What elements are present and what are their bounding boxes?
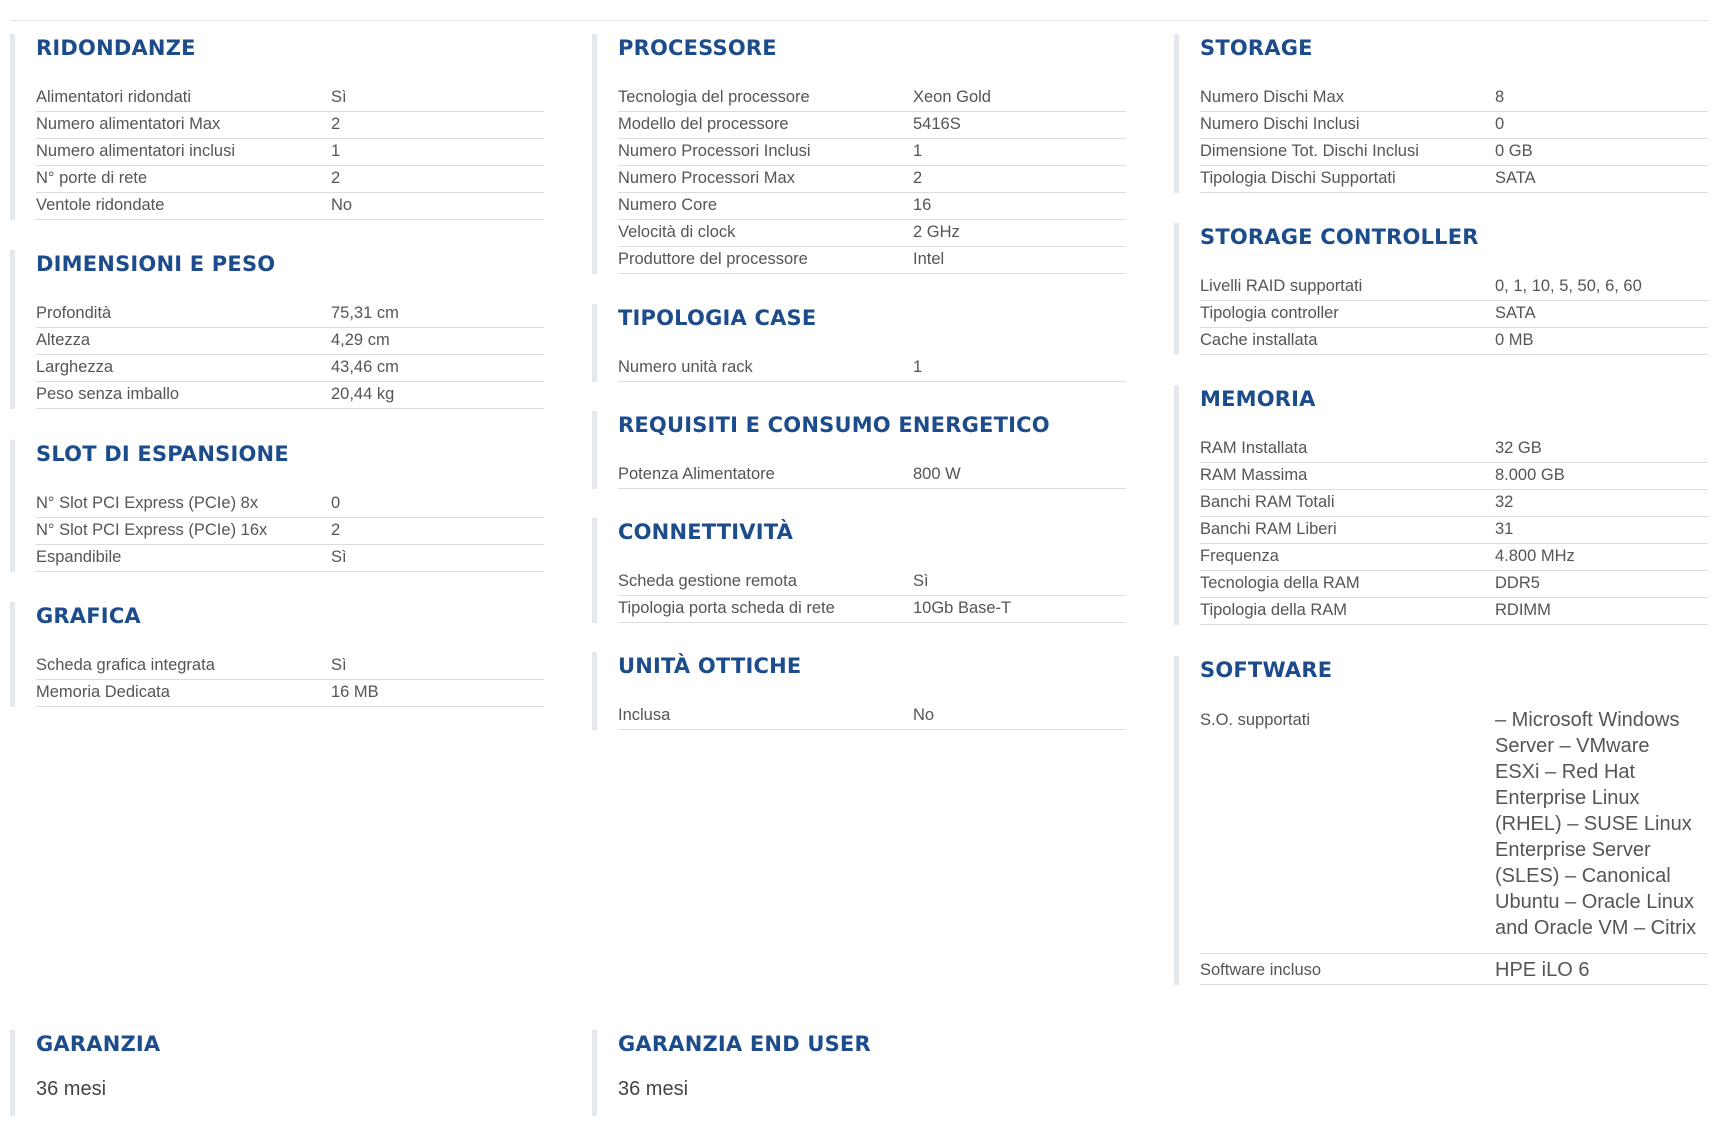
spec-value: 2 bbox=[913, 169, 923, 187]
spec-label: Numero Processori Max bbox=[618, 169, 795, 187]
section-title: GRAFICA bbox=[36, 604, 141, 628]
spec-label: Altezza bbox=[36, 331, 91, 349]
spec-value: 16 bbox=[913, 196, 932, 214]
spec-value: 0 bbox=[331, 494, 341, 512]
spec-value: 32 bbox=[1495, 493, 1514, 511]
spec-label: Livelli RAID supportati bbox=[1200, 277, 1363, 295]
spec-row bbox=[618, 193, 1126, 220]
spec-label: Potenza Alimentatore bbox=[618, 465, 775, 483]
spec-value: 2 bbox=[331, 521, 341, 539]
spec-value: 0 MB bbox=[1495, 331, 1534, 349]
spec-label: Ventole ridondate bbox=[36, 196, 165, 214]
spec-row bbox=[36, 653, 544, 680]
spec-value: 4,29 cm bbox=[331, 331, 390, 349]
spec-label: Banchi RAM Liberi bbox=[1200, 520, 1337, 538]
spec-label: Memoria Dedicata bbox=[36, 683, 170, 701]
spec-row bbox=[618, 596, 1126, 623]
spec-label: Numero Dischi Max bbox=[1200, 88, 1344, 106]
spec-label: Inclusa bbox=[618, 706, 671, 724]
spec-label: Numero Core bbox=[618, 196, 718, 214]
spec-value: Xeon Gold bbox=[913, 88, 991, 106]
spec-label: Modello del processore bbox=[618, 115, 789, 133]
section-garanzia-end-user bbox=[592, 1030, 1126, 1116]
spec-value: SATA bbox=[1495, 169, 1536, 187]
spec-value: 43,46 cm bbox=[331, 358, 399, 376]
spec-row bbox=[1200, 598, 1708, 625]
spec-value: Intel bbox=[913, 250, 945, 268]
spec-value: 31 bbox=[1495, 520, 1514, 538]
spec-value: 2 GHz bbox=[913, 223, 960, 241]
spec-row bbox=[36, 491, 544, 518]
spec-value: 2 bbox=[331, 115, 341, 133]
spec-label: RAM Massima bbox=[1200, 466, 1308, 484]
spec-row bbox=[36, 301, 544, 328]
spec-label: Numero Processori Inclusi bbox=[618, 142, 811, 160]
section-storage bbox=[1174, 34, 1708, 193]
section-title: GARANZIA bbox=[36, 1032, 161, 1056]
spec-label: Numero alimentatori Max bbox=[36, 115, 221, 133]
section-title: UNITÀ OTTICHE bbox=[618, 654, 802, 678]
section-title: MEMORIA bbox=[1200, 387, 1316, 411]
spec-row bbox=[36, 355, 544, 382]
section-title: TIPOLOGIA CASE bbox=[618, 306, 817, 330]
top-divider bbox=[10, 20, 1708, 21]
spec-value: RDIMM bbox=[1495, 601, 1551, 619]
spec-row bbox=[1200, 571, 1708, 598]
spec-row bbox=[1200, 166, 1708, 193]
spec-row bbox=[1200, 301, 1708, 328]
spec-row bbox=[36, 85, 544, 112]
spec-label: Numero unità rack bbox=[618, 358, 753, 376]
spec-value: Sì bbox=[331, 656, 347, 674]
spec-row bbox=[1200, 517, 1708, 544]
section-title: CONNETTIVITÀ bbox=[618, 520, 794, 544]
spec-value: 0 bbox=[1495, 115, 1505, 133]
spec-row bbox=[1200, 463, 1708, 490]
spec-label: Tipologia porta scheda di rete bbox=[618, 599, 835, 617]
spec-value: No bbox=[913, 706, 935, 724]
spec-value: Sì bbox=[331, 548, 347, 566]
spec-label: S.O. supportati bbox=[1200, 711, 1311, 729]
spec-row bbox=[618, 112, 1126, 139]
spec-label: Profondità bbox=[36, 304, 112, 322]
spec-value: 1 bbox=[331, 142, 341, 160]
spec-row bbox=[618, 139, 1126, 166]
spec-label: Velocità di clock bbox=[618, 223, 736, 241]
section-tipologia-case bbox=[592, 304, 1126, 382]
spec-value: Sì bbox=[331, 88, 347, 106]
section-garanzia bbox=[10, 1030, 544, 1116]
spec-value: 2 bbox=[331, 169, 341, 187]
spec-value: 1 bbox=[913, 358, 923, 376]
spec-row bbox=[1200, 958, 1708, 985]
spec-label: Dimensione Tot. Dischi Inclusi bbox=[1200, 142, 1419, 160]
section-dimensioni-peso bbox=[10, 250, 544, 409]
spec-label: Tipologia Dischi Supportati bbox=[1200, 169, 1396, 187]
section-title: SLOT DI ESPANSIONE bbox=[36, 442, 289, 466]
spec-label: RAM Installata bbox=[1200, 439, 1308, 457]
spec-row bbox=[36, 518, 544, 545]
spec-value: 8 bbox=[1495, 88, 1505, 106]
spec-value: 10Gb Base-T bbox=[913, 599, 1012, 617]
spec-label: Banchi RAM Totali bbox=[1200, 493, 1335, 511]
spec-label: Tipologia controller bbox=[1200, 304, 1339, 322]
section-title: PROCESSORE bbox=[618, 36, 777, 60]
section-title: SOFTWARE bbox=[1200, 658, 1333, 682]
spec-row bbox=[36, 112, 544, 139]
spec-label: Software incluso bbox=[1200, 961, 1322, 979]
spec-row bbox=[36, 328, 544, 355]
spec-value: No bbox=[331, 196, 353, 214]
spec-value: SATA bbox=[1495, 304, 1536, 322]
spec-row bbox=[618, 569, 1126, 596]
spec-row bbox=[618, 703, 1126, 730]
section-title: STORAGE bbox=[1200, 36, 1313, 60]
spec-row bbox=[1200, 436, 1708, 463]
spec-row bbox=[1200, 544, 1708, 571]
spec-row bbox=[36, 680, 544, 707]
spec-label: Espandibile bbox=[36, 548, 122, 566]
spec-label: Tecnologia della RAM bbox=[1200, 574, 1360, 592]
section-ridondanze bbox=[10, 34, 544, 220]
section-processore bbox=[592, 34, 1126, 274]
spec-value: 4.800 MHz bbox=[1495, 547, 1575, 565]
spec-value: 20,44 kg bbox=[331, 385, 395, 403]
section-software bbox=[1174, 656, 1708, 985]
section-title: STORAGE CONTROLLER bbox=[1200, 225, 1479, 249]
section-connettivita bbox=[592, 518, 1126, 623]
spec-row bbox=[36, 139, 544, 166]
spec-label: Frequenza bbox=[1200, 547, 1279, 565]
section-title: GARANZIA END USER bbox=[618, 1032, 871, 1056]
spec-value: 8.000 GB bbox=[1495, 466, 1565, 484]
spec-value: – Microsoft Windows Server – VMware ESXi – Red Hat Enterprise Linux (RHEL) – SUSE Linux Enterprise Server (SLES) – Canonical Ubuntu – Oracle Linux and Oracle VM – Citrix bbox=[1495, 709, 1697, 939]
spec-row bbox=[618, 462, 1126, 489]
section-requisiti-energetici bbox=[592, 411, 1126, 489]
spec-row bbox=[36, 382, 544, 409]
spec-label: Scheda gestione remota bbox=[618, 572, 797, 590]
spec-row bbox=[36, 545, 544, 572]
spec-label: Numero alimentatori inclusi bbox=[36, 142, 235, 160]
spec-value: 0 GB bbox=[1495, 142, 1533, 160]
spec-label: Larghezza bbox=[36, 358, 114, 376]
spec-row bbox=[1200, 112, 1708, 139]
spec-row bbox=[618, 166, 1126, 193]
spec-value: HPE iLO 6 bbox=[1495, 959, 1590, 981]
spec-row bbox=[618, 220, 1126, 247]
spec-label: Numero Dischi Inclusi bbox=[1200, 115, 1360, 133]
spec-label: N° porte di rete bbox=[36, 169, 148, 187]
spec-label: N° Slot PCI Express (PCIe) 16x bbox=[36, 521, 268, 539]
spec-row bbox=[618, 355, 1126, 382]
spec-label: Alimentatori ridondati bbox=[36, 88, 191, 106]
spec-row bbox=[36, 193, 544, 220]
spec-value: Sì bbox=[913, 572, 929, 590]
spec-label: Scheda grafica integrata bbox=[36, 656, 215, 674]
spec-row bbox=[1200, 490, 1708, 517]
warranty-end-user-value: 36 mesi bbox=[618, 1078, 689, 1100]
section-unita-ottiche bbox=[592, 652, 1126, 730]
spec-row bbox=[1200, 139, 1708, 166]
section-title: RIDONDANZE bbox=[36, 36, 196, 60]
spec-row bbox=[1200, 85, 1708, 112]
section-storage-controller bbox=[1174, 223, 1708, 355]
spec-value: 32 GB bbox=[1495, 439, 1542, 457]
spec-label: Produttore del processore bbox=[618, 250, 808, 268]
spec-label: N° Slot PCI Express (PCIe) 8x bbox=[36, 494, 259, 512]
section-slot-espansione bbox=[10, 440, 544, 572]
spec-value: DDR5 bbox=[1495, 574, 1540, 592]
spec-label: Peso senza imballo bbox=[36, 385, 180, 403]
spec-value: 0, 1, 10, 5, 50, 6, 60 bbox=[1495, 277, 1642, 295]
spec-row bbox=[1200, 707, 1708, 954]
section-title: REQUISITI E CONSUMO ENERGETICO bbox=[618, 413, 1050, 437]
spec-row bbox=[618, 247, 1126, 274]
spec-label: Tecnologia del processore bbox=[618, 88, 810, 106]
section-memoria bbox=[1174, 385, 1708, 625]
spec-value: 800 W bbox=[913, 465, 961, 483]
section-title: DIMENSIONI E PESO bbox=[36, 252, 276, 276]
warranty-value: 36 mesi bbox=[36, 1078, 107, 1100]
spec-value: 16 MB bbox=[331, 683, 379, 701]
spec-label: Tipologia della RAM bbox=[1200, 601, 1348, 619]
spec-label: Cache installata bbox=[1200, 331, 1318, 349]
spec-value: 5416S bbox=[913, 115, 961, 133]
spec-value: 75,31 cm bbox=[331, 304, 399, 322]
spec-row bbox=[618, 85, 1126, 112]
spec-row bbox=[36, 166, 544, 193]
spec-row bbox=[1200, 328, 1708, 355]
spec-value: 1 bbox=[913, 142, 923, 160]
spec-row bbox=[1200, 274, 1708, 301]
section-grafica bbox=[10, 602, 544, 707]
